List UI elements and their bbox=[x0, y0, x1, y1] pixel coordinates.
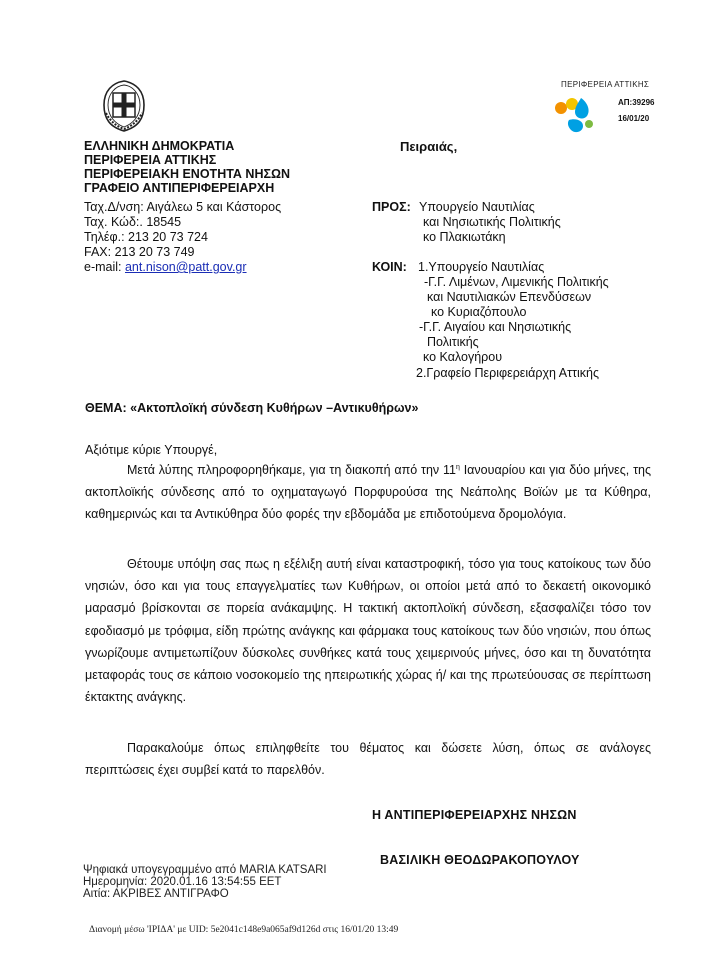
subject-text: «Ακτοπλοϊκή σύνδεση Κυθήρων –Αντικυθήρων» bbox=[130, 401, 419, 415]
cc-line-7: κο Καλογήρου bbox=[423, 350, 503, 364]
digital-signature-line-3: Αιτία: ΑΚΡΙΒΕΣ ΑΝΤΙΓΡΑΦΟ bbox=[83, 888, 229, 900]
region-logo-icon bbox=[553, 92, 599, 136]
to-label: ΠΡΟΣ: bbox=[372, 200, 411, 214]
subject-line bbox=[85, 401, 418, 415]
p1-superscript: η bbox=[455, 463, 460, 471]
sender-phone: Τηλέφ.: 213 20 73 724 bbox=[84, 230, 208, 244]
place-label: Πειραιάς, bbox=[400, 139, 458, 154]
sender-line-2: ΠΕΡΙΦΕΡΕΙΑ ΑΤΤΙΚΗΣ bbox=[84, 153, 217, 167]
body-paragraph-1 bbox=[85, 459, 651, 526]
protocol-date: 16/01/20 bbox=[618, 114, 650, 123]
sender-line-3: ΠΕΡΙΦΕΡΕΙΑΚΗ ΕΝΟΤΗΤΑ ΝΗΣΩΝ bbox=[84, 167, 291, 181]
sender-line-1: ΕΛΛΗΝΙΚΗ ΔΗΜΟΚΡΑΤΙΑ bbox=[84, 139, 235, 153]
cc-line-3: και Ναυτιλιακών Επενδύσεων bbox=[427, 290, 592, 304]
cc-line-5: -Γ.Γ. Αιγαίου και Νησιωτικής bbox=[419, 320, 572, 334]
digital-signature-line-1: Ψηφιακά υπογεγραμμένο από MARIA KATSARI bbox=[83, 864, 327, 876]
digital-signature-line-2: Ημερομηνία: 2020.01.16 13:54:55 EET bbox=[83, 876, 282, 888]
body-paragraph-3: Παρακαλούμε όπως επιληφθείτε του θέματος και δώσετε λύση, όπως σε ανάλογες περιπτώσεις έχει συμβεί κατά το παρελθόν. bbox=[85, 741, 651, 778]
cc-line-2: -Γ.Γ. Λιμένων, Λιμενικής Πολιτικής bbox=[424, 275, 609, 289]
signature-name: ΒΑΣΙΛΙΚΗ ΘΕΟΔΩΡΑΚΟΠΟΥΛΟΥ bbox=[380, 853, 580, 867]
email-label: e-mail: bbox=[84, 260, 125, 274]
body-paragraph-2: Θέτουμε υπόψη σας πως η εξέλιξη αυτή είναι καταστροφική, τόσο για τους κατοίκους των δύο νησιών, όσο και για τους επαγγελματίες των Κυθήρων, οι οποίοι μετά από το δεκαετή οικονομικό μαρασμό βρίσκονται σε πορεία ανάκαμψης. Η τακτική ακτοπλοϊκή σύνδεση, εξασφαλίζει τόσο τον εφοδιασμό με τρόφιμα, είδη πρώτης ανάγκης και φάρμακα τους κατοίκους των δύο νησιών, που όπως γνωρίζουμε αντιμετωπίζουν δύσκολες συνθήκες κατά τους χειμερινούς μήνες, όσο και τη δυνατότητα μεταφοράς τους σε κάποιο νοσοκομείο της ηπειρωτικής χώρας ή/ και της πρωτεύουσας σε περίπτωση έκτακτης ανάγκης. bbox=[85, 557, 651, 705]
signature-title: Η ΑΝΤΙΠΕΡΙΦΕΡΕΙΑΡΧΗΣ ΝΗΣΩΝ bbox=[372, 808, 577, 822]
cc-label: ΚΟΙΝ: bbox=[372, 260, 407, 274]
cc-line-1: 1.Υπουργείο Ναυτιλίας bbox=[418, 260, 545, 274]
to-line-2: και Νησιωτικής Πολιτικής bbox=[423, 215, 561, 229]
distribution-footer: Διανομή μέσω 'ΙΡΙΔΑ' με UID: 5e2041c148e9a065af9d126d στις 16/01/20 13:49 bbox=[89, 925, 399, 935]
p1-end: Ιανουαρίου και για δύο μήνες, της ακτοπλοϊκής σύνδεσης από το οχηματαγωγό Πορφυρούσα της Νεάπολης Βοϊών με τα Κύθηρα, καθημερινώς και τα Αντικύθηρα δύο φορές την εβδομάδα με επιδοτούμενα δρομολόγια. bbox=[85, 463, 651, 522]
email-link[interactable]: ant.nison@patt.gov.gr bbox=[124, 260, 247, 274]
greek-emblem-icon bbox=[96, 77, 152, 133]
sender-line-4: ΓΡΑΦΕΙΟ ΑΝΤΙΠΕΡΙΦΕΡΕΙΑΡΧΗ bbox=[84, 181, 275, 195]
cc-line-4: κο Κυριαζόπουλο bbox=[431, 305, 527, 319]
region-logo-text: ΠΕΡΙΦΕΡΕΙΑ ΑΤΤΙΚΗΣ bbox=[561, 80, 650, 89]
sender-address: Ταχ.Δ/νση: Αιγάλεω 5 και Κάστορος bbox=[84, 200, 282, 214]
p1-start: Μετά λύπης πληροφορηθήκαμε, για τη διακοπή από την 11 bbox=[127, 463, 456, 477]
to-line-1: Υπουργείο Ναυτιλίας bbox=[419, 200, 535, 214]
sender-fax: FAX: 213 20 73 749 bbox=[84, 245, 195, 259]
protocol-number: ΑΠ:39296 bbox=[618, 98, 655, 107]
cc-line-8: 2.Γραφείο Περιφερειάρχη Αττικής bbox=[416, 366, 600, 380]
sender-postal-code: Ταχ. Κώδ:. 18545 bbox=[84, 215, 182, 229]
cc-line-6: Πολιτικής bbox=[427, 335, 479, 349]
subject-label: ΘΕΜΑ: bbox=[85, 401, 131, 415]
sender-email-row bbox=[84, 260, 247, 274]
greeting: Αξιότιμε κύριε Υπουργέ, bbox=[85, 443, 218, 457]
to-line-3: κο Πλακιωτάκη bbox=[423, 230, 506, 244]
